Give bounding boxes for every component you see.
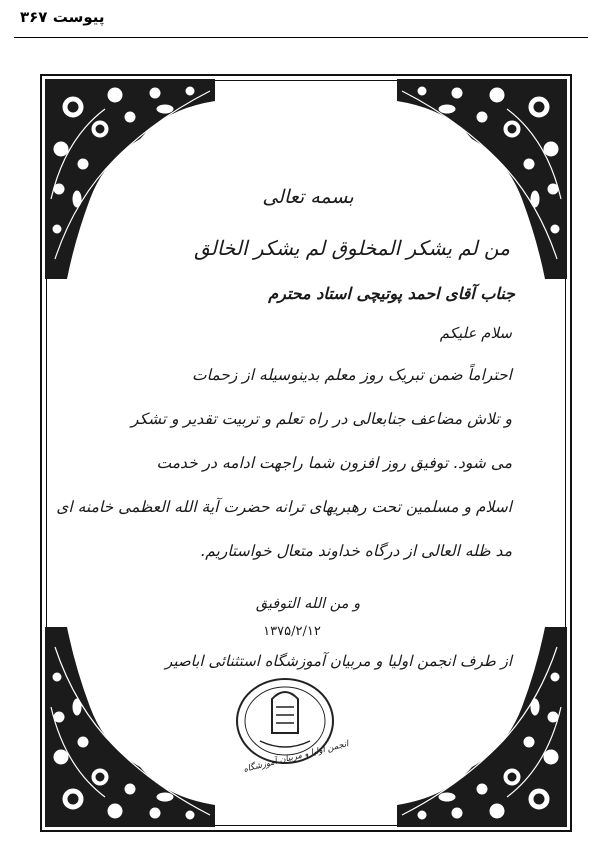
hadith-line: من لم یشکر المخلوق لم یشکر الخالق bbox=[194, 236, 510, 260]
body-line: اسلام و مسلمین تحت رهبریهای ترانه حضرت آیة الله العظمی خامنه ای bbox=[56, 498, 512, 516]
page-header bbox=[0, 0, 604, 44]
header-divider bbox=[14, 37, 588, 38]
certificate-frame bbox=[40, 74, 572, 832]
body-line: احتراماً ضمن تبریک روز معلم بدینوسیله از زحمات bbox=[192, 366, 512, 384]
recipient-address: جناب آقای احمد پوتیچی استاد محترم bbox=[268, 284, 515, 303]
closing-line: و من الله التوفیق bbox=[255, 596, 361, 612]
seal-caption: انجمن اولیا و مربیان آموزشگاه bbox=[242, 739, 350, 775]
page-header-title: پیوست ۳۶۷ bbox=[20, 8, 105, 26]
floral-corner-top-left bbox=[45, 79, 215, 279]
body-line: و تلاش مضاعف جنابعالی در راه تعلم و تربیت تقدیر و تشکر bbox=[130, 410, 512, 428]
body-line: می شود. توفیق روز افزون شما راجهت ادامه در خدمت bbox=[156, 454, 512, 472]
sender-line: از طرف انجمن اولیا و مربیان آموزشگاه استثنائی اباصیر bbox=[165, 652, 512, 670]
salutation: سلام علیکم bbox=[439, 324, 512, 342]
body-line: مد ظله العالی از درگاه خداوند متعال خواستاریم. bbox=[200, 542, 512, 560]
basmala-heading: بسمه تعالی bbox=[262, 186, 354, 208]
date-line: ۱۳۷۵/۲/۱۲ bbox=[263, 624, 321, 639]
